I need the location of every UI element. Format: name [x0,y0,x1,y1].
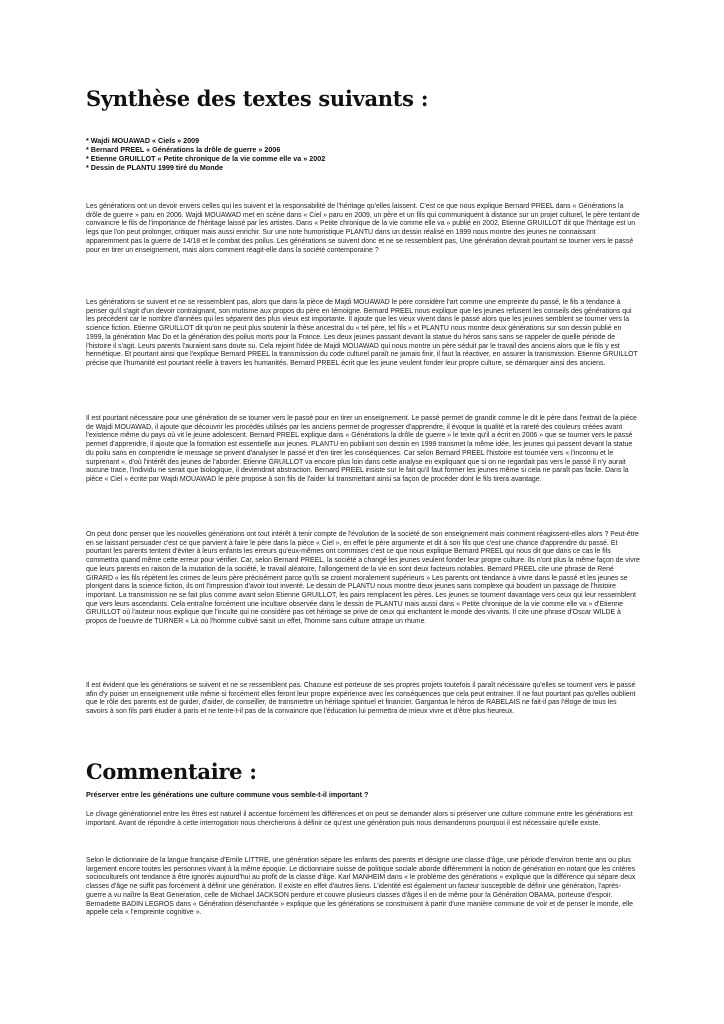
reference-item: * Dessin de PLANTU 1999 tiré du Monde [86,163,223,172]
reference-item: * Bernard PREEL « Générations la drôle de guerre » 2006 [86,145,281,154]
reference-item: * Etienne GRUILLOT « Petite chronique de la vie comme elle va » 2002 [86,154,326,163]
commentary-paragraph-definition: Selon le dictionnaire de la langue française d'Emile LITTRE, une génération sépare les enfants des parents et désigne une classe d'âge, une période d'environ trente ans ou plus largement encore toutes les personnes vivant à la même époque. Le dictionnaire suisse de politique sociale aborde différemment la notion de génération en notant que les critères socioculturels ont tendance à être ignorés aujourd'hui au profit de la classe d'âge. Karl MANHEIM dans « le problème des générations » explique que la différence qui sépare deux classes d'âge ne suffit pas forcément à définir une génération. Il existe en effet d'autres liens. L'identité est également un facteur susceptible de définir une génération, l'après-guerre a vu naître la Beat Generation, celle de Michael JACKSON perdure et couvre plusieurs classes d'âges il en de même pour la Génération OBAMA, porteuse d'espoir. Bernadette BADIN LEGROS dans « Génération désenchantée » explique que les générations se construisent à partir d'une manière commune de voir et de penser le monde, elle appelle cela « l'empreinte cognitive ». [86,857,636,917]
synthesis-paragraph-reaction: On peut donc penser que les nouvelles générations ont tout intérêt à tenir compte de l'évolution de la société de son enseignement mais comment réagissent-elles alors ? Peut-être en se laissant persuader c'est ce que parvient à faire le père dans la pièce « Ciel », en effet le père argumente et dit à son fils que c'est une chance d'apprendre du passé. Et pourtant les parents tentent d'éviter à leurs enfants les erreurs qu'eux-mêmes ont commises c'est ce que nous explique Bernard PREEL qui nous dit que dans ce cas le fils commettra quand même cette erreur pour vérifier. Car, selon Bernard PREEL, la société a changé les jeunes veulent fonder leur propre culture. Ils n'ont plus la même façon de vivre que leurs parents en raison de la mutation de la société, le travail aléatoire, l'allongement de la vie en sont deux facteurs notables. Bernard PREEL cite une phrase de René GIRARD « les fils répètent les crimes de leurs père précisément parce qu'ils se croient moralement supérieurs » Les parents ont tendance à vivre dans le passé et les jeunes se plongent dans la science fiction, ils ont l'impression d'avoir tout inventé. Le dessin de PLANTU nous montre deux jeunes sans complexe qui boudent un passage de l'histoire important. La transmission ne se fait plus comme avant selon Etienne GRUILLOT, les pairs remplacent les pères. Les jeunes se tournent davantage vers ceux qui leur ressemblent que vers leurs ascendants. Cela entraîne forcément une incultare observée dans le dessin de PLANTU mais aussi dans « Petite chronique de la vie comme elle va » d'Etienne GRUILLOT où l'auteur nous explique que l'inculte qui ne considère pas cet héritage se prive de ceux qui enchantent le monde des vivants. Il cite une phrase d'Oscar WILDE à propos de l'oeuvre de TURNER « Là où l'homme cultivé saisit un effet, l'homme sans culture attrape un rhume. [86,531,640,626]
synthesis-paragraph-differences: Les générations se suivent et ne se ressemblent pas, alors que dans la pièce de Majdi MOUAWAD le père considère l'art comme une empreinte du passé, le fils a tendance à penser qu'il s'agit d'un devoir contraignant, son mutisme aux propos du père en témoigne. Bernard PREEL nous explique que les jeunes refusent les conseils des générations qui les précèdent car le nombre d'années qui les séparent des plus vieux est importante. Il ajoute que les vieux vivent dans le passé alors que les jeunes semblent se tourner vers la science fiction. Etienne GRUILLOT dit qu'on ne peut plus soutenir la thèse ancestral du « tel père, tel fils » et PLANTU nous montre deux générations sur son dessin publié en 1999, la génération Mac Do et la génération des poilus morts pour la France. Les deux jeunes passant devant la statue du héros sans sans se rappeler de quelle période de l'histoire il s'agit. Leurs parents l'auraient sans doute su. Cela rejoint l'idée de Majdi MOUAWAD qui nous montre un père séduit par le travail des anciens alors que le fils y est hermétique. Et pourtant ainsi que l'explique Bernard PREEL la transmission du code culturel paraît ne jamais finir, il faut la réactiver, en assurer la transmission. Etienne GRUILLOT précise que l'humanité est pourtant réelle à travers les humanités. Bernard PREEL écrit que les jeune veulent fonder leur propre culture, se démarquer ainsi des anciens. [86,299,638,367]
synthesis-paragraph-past: Il est pourtant nécessaire pour une génération de se tourner vers le passé pour en tirer un enseignement. Le passé permet de grandir comme le dit le père dans l'extrait de la pièce de Wajdi MOUAWAD, il ajoute que découvrir les procédés utilisés par les anciens permet de progresser d'apprendre, il évoque la qualité et la rareté des couleurs créées avant l'existence même du pays où vit le jeune adolescent. Bernard PREEL explique dans « Générations la drôle de guerre » le texte qu'il a écrit en 2006 » que se tourner vers le passé permet d'apprendre, il ajoute que la formation est essentielle aux jeunes. PLANTU en publiant son dessin en 1999 transmet la même idée, les jeunes qui passent devant la statue du poilu sans en comprendre le message se privent d'analyser le passé et d'en tirer les conséquences. Car selon Bernard PREEL l'histoire est tournée vers « l'inconnu et le surprenant », d'où l'intérêt des jeunes de l'aborder. Etienne GRUILLOT va encore plus loin dans cette analyse en expliquant que si on ne regardait pas vers le passé il n'y aurait aucune trace, l'individu ne serait que biologique, il deviendrait abstraction. Bernard PREEL insiste sur le fait qu'il faut former les jeunes même si cela ne paraît pas facile. Dans la pièce « Ciel » écrite par Wajdi MOUAWAD le père propose à son fils de l'aider lui transmettant ainsi sa façon de procéder dont le fils tirera avantage. [86,415,637,483]
references-list [86,136,646,172]
reference-item: * Wajdi MOUAWAD « Ciels » 2009 [86,136,200,145]
commentary-title: Commentaire : [86,759,257,784]
synthesis-title: Synthèse des textes suivants : [86,86,429,111]
commentary-paragraph-intro: Le clivage générationnel entre les êtres est naturel il accentue forcément les différences et on peut se demander alors si préserver une culture commune entre les générations est important. Avant de répondre à cette interrogation nous chercherons à définir ce qu'est une génération puis nous demanderons pourquoi il est nécessaire qu'elle existe. [86,811,633,827]
synthesis-paragraph-intro: Les générations ont un devoir envers celles qui les suivent et la responsabilité de l'héritage qu'elles laissent. C'est ce que nous explique Bernard PREEL dans « Générations la drôle de guerre » paru en 2006. Wajdi MOUAWAD met en scène dans « Ciel » paru en 2009, un père et un fils qui communiquent à distance sur un projet culturel, le père tentant de convaincre le fils de l'importance de l'héritage laissé par les artistes. Dans « Petite chronique de la vie comme elle va » publié en 2002, Etienne GRUILLOT dit que l'héritage est un legs que l'on peut prolonger, critiquer mais aussi enrichir. Sur une note humoristique PLANTU dans un dessin réalisé en 1999 nous montre des jeunes ne connaissant apparemment pas la guerre de 14/18 et le combat des poilus. Les générations se suivent donc et ne se ressemblent pas, Une génération devrait pourtant se tourner vers le passé pour en tirer un enseignement, mais alors comment réagit-elle dans la société contemporaine ? [86,203,640,254]
synthesis-paragraph-conclusion: Il est évident que les générations se suivent et ne se ressemblent pas. Chacune est porteuse de ses propres projets toutefois il paraît nécessaire qu'elles se tournent vers le passé afin d'y puiser un enseignement utile même si forcément elles feront leur propre expérience avec les conséquences que cela peut entrainer. Il ne faut pourtant pas qu'elles oublient que le rôle des parents est de guider, d'aider, de conseiller, de transmettre un héritage spirituel et financier. Gargantua le héros de RABELAIS ne fait-il pas l'éloge de tous les savoirs à son fils parti étudier à paris et ne tente-t-il pas de la convaincre que l'éducation lui permettra de mieux vivre et d'être plus heureux. [86,682,636,716]
commentary-question: Préserver entre les générations une culture commune vous semble-t-il important ? [86,790,369,799]
